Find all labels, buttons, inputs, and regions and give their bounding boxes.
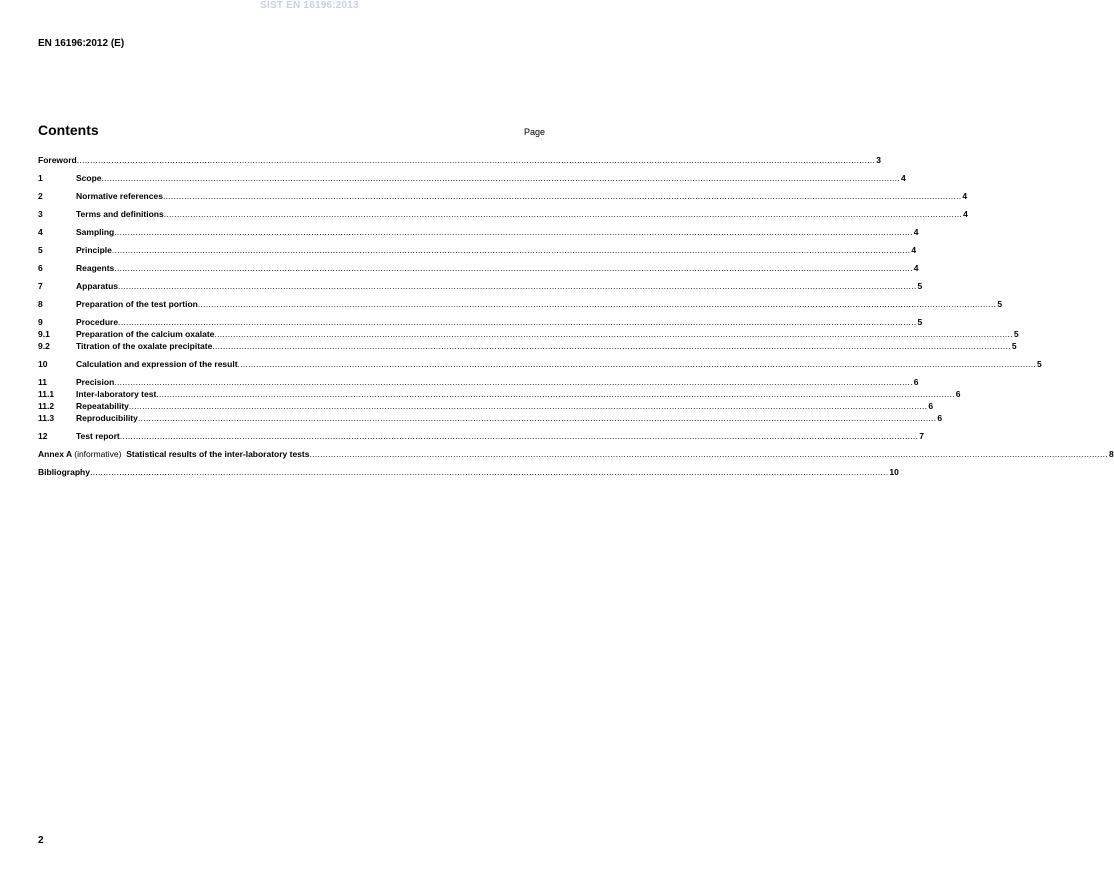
toc-number: 11 xyxy=(38,377,47,387)
toc-entry-terms-and-definitions[interactable] xyxy=(38,209,968,220)
toc-title: Apparatus xyxy=(76,281,119,291)
toc-title: Scope xyxy=(76,173,102,183)
toc-number: 3 xyxy=(38,209,43,219)
toc-page: 5 xyxy=(917,281,923,291)
toc-title: Foreword xyxy=(38,155,77,165)
dot-leader: ............................................................................................................................................................................................................................................................................................................ xyxy=(137,413,937,423)
toc-page: 8 xyxy=(1108,449,1114,459)
toc-entry-preparation-of-test-portion[interactable] xyxy=(38,299,1003,310)
toc-entry-normative-references[interactable] xyxy=(38,191,968,202)
dot-leader: ............................................................................................................................................................................................................................................................................................................ xyxy=(237,359,1037,369)
toc-entry-scope[interactable] xyxy=(38,173,906,184)
toc-entry-inter-laboratory-test[interactable] xyxy=(38,389,961,400)
toc-number: 9.1 xyxy=(38,329,50,339)
toc-title: Test report xyxy=(76,431,120,441)
toc-entry-titration-of-oxalate-precipitate[interactable] xyxy=(38,341,1017,352)
toc-page: 6 xyxy=(955,389,961,399)
toc-number: 9.2 xyxy=(38,341,50,351)
toc-entry-repeatability[interactable] xyxy=(38,401,934,412)
toc-title: Sampling xyxy=(76,227,115,237)
toc-page: 4 xyxy=(911,245,917,255)
toc-page: 7 xyxy=(919,431,924,441)
toc-title: Preparation of the test portion xyxy=(76,299,198,309)
toc-title: Principle xyxy=(76,245,112,255)
dot-leader: ............................................................................................................................................................................................................................................................................................................ xyxy=(118,281,917,291)
toc-entry-principle[interactable] xyxy=(38,245,917,256)
dot-leader: ............................................................................................................................................................................................................................................................................................................ xyxy=(119,431,919,441)
annex-label: Annex A xyxy=(38,449,72,459)
toc-title: Normative references xyxy=(76,191,163,201)
dot-leader: ............................................................................................................................................................................................................................................................................................................ xyxy=(163,209,963,219)
toc-page: 5 xyxy=(1037,359,1042,369)
toc-title: Precision xyxy=(76,377,115,387)
toc-page: 6 xyxy=(928,401,934,411)
toc-entry-precision[interactable] xyxy=(38,377,919,388)
dot-leader: ............................................................................................................................................................................................................................................................................................................ xyxy=(197,299,997,309)
toc-page: 4 xyxy=(963,209,968,219)
toc-entry-bibliography[interactable] xyxy=(38,467,899,478)
toc-number: 1 xyxy=(38,173,43,183)
toc-page: 4 xyxy=(900,173,906,183)
toc-title: Repeatability xyxy=(76,401,129,411)
dot-leader: ............................................................................................................................................................................................................................................................................................................ xyxy=(89,467,889,477)
toc-title: Titration of the oxalate precipitate xyxy=(76,341,213,351)
dot-leader: ............................................................................................................................................................................................................................................................................................................ xyxy=(114,263,913,273)
toc-entry-reagents[interactable] xyxy=(38,263,919,274)
dot-leader: ............................................................................................................................................................................................................................................................................................................ xyxy=(76,155,876,165)
toc-number: 11.2 xyxy=(38,401,55,411)
toc-number: 11.3 xyxy=(38,413,55,423)
toc-entry-apparatus[interactable] xyxy=(38,281,923,292)
dot-leader: ............................................................................................................................................................................................................................................................................................................ xyxy=(212,341,1011,351)
dot-leader: ............................................................................................................................................................................................................................................................................................................ xyxy=(309,449,1108,459)
toc-title: Reproducibility xyxy=(76,413,138,423)
toc-page: 5 xyxy=(997,299,1003,309)
toc-entry-reproducibility[interactable] xyxy=(38,413,943,424)
toc-title: Calculation and expression of the result xyxy=(76,359,238,369)
toc-number: 4 xyxy=(38,227,43,237)
toc-title: Bibliography xyxy=(38,467,90,477)
toc-number: 11.1 xyxy=(38,389,55,399)
toc-entry-annex-a[interactable] xyxy=(38,449,1114,460)
dot-leader: ............................................................................................................................................................................................................................................................................................................ xyxy=(118,317,917,327)
dot-leader: ............................................................................................................................................................................................................................................................................................................ xyxy=(114,227,913,237)
toc-page: 10 xyxy=(889,467,899,477)
toc-entry-foreword[interactable] xyxy=(38,155,881,166)
table-of-contents xyxy=(38,155,1114,478)
toc-number: 7 xyxy=(38,281,43,291)
toc-entry-preparation-of-calcium-oxalate[interactable] xyxy=(38,329,1019,340)
toc-page: 4 xyxy=(913,263,919,273)
annex-title: Statistical results of the inter-laboratory tests xyxy=(126,449,310,459)
toc-page: 6 xyxy=(913,377,919,387)
dot-leader: ............................................................................................................................................................................................................................................................................................................ xyxy=(156,389,955,399)
toc-title: Preparation of the calcium oxalate xyxy=(76,329,215,339)
dot-leader: ............................................................................................................................................................................................................................................................................................................ xyxy=(101,173,900,183)
toc-title: Procedure xyxy=(76,317,119,327)
dot-leader: ............................................................................................................................................................................................................................................................................................................ xyxy=(111,245,911,255)
toc-title xyxy=(38,449,309,460)
toc-number: 6 xyxy=(38,263,43,273)
dot-leader: ............................................................................................................................................................................................................................................................................................................ xyxy=(214,329,1013,339)
toc-number: 12 xyxy=(38,431,48,441)
dot-leader: ............................................................................................................................................................................................................................................................................................................ xyxy=(128,401,928,411)
annex-type: (informative) xyxy=(74,449,122,459)
toc-entry-sampling[interactable] xyxy=(38,227,919,238)
toc-page: 5 xyxy=(1013,329,1019,339)
toc-number: 8 xyxy=(38,299,43,309)
toc-entry-procedure[interactable] xyxy=(38,317,923,328)
toc-title: Inter-laboratory test xyxy=(76,389,157,399)
dot-leader: ............................................................................................................................................................................................................................................................................................................ xyxy=(114,377,913,387)
toc-number: 9 xyxy=(38,317,43,327)
page-number: 2 xyxy=(38,835,44,846)
toc-entry-test-report[interactable] xyxy=(38,431,924,442)
toc-page: 5 xyxy=(1011,341,1017,351)
toc-title: Reagents xyxy=(76,263,115,273)
toc-number: 10 xyxy=(38,359,48,369)
toc-number: 2 xyxy=(38,191,43,201)
toc-page: 3 xyxy=(876,155,881,165)
toc-page: 4 xyxy=(913,227,919,237)
dot-leader: ............................................................................................................................................................................................................................................................................................................ xyxy=(162,191,962,201)
watermark: SIST EN 16196:2013 xyxy=(260,0,359,11)
document-id: EN 16196:2012 (E) xyxy=(38,38,125,49)
toc-number: 5 xyxy=(38,245,43,255)
toc-page: 6 xyxy=(937,413,943,423)
toc-entry-calculation-and-expression[interactable] xyxy=(38,359,1042,370)
contents-title: Contents xyxy=(38,122,99,138)
toc-page: 4 xyxy=(962,191,968,201)
toc-page: 5 xyxy=(917,317,923,327)
page-column-label: Page xyxy=(523,127,545,137)
toc-title: Terms and definitions xyxy=(76,209,164,219)
